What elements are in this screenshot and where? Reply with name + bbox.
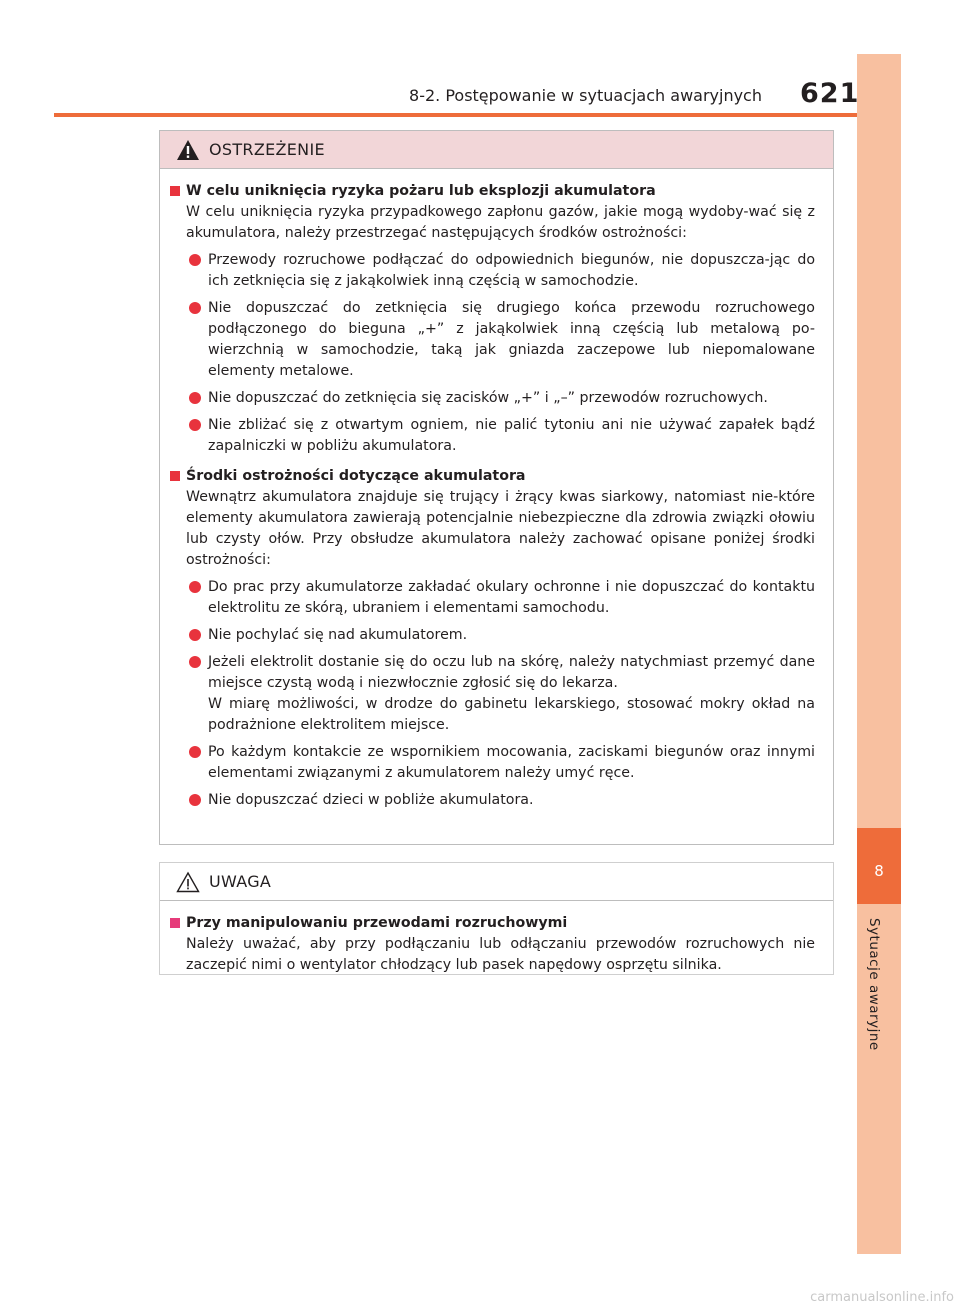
warning-label: OSTRZEŻENIE xyxy=(209,140,325,159)
section-title: 8-2. Postępowanie w sytuacjach awaryjnych xyxy=(409,86,762,105)
section-heading: Środki ostrożności dotyczące akumulatora xyxy=(168,466,815,487)
list-item: Jeżeli elektrolit dostanie się do oczu lub na skórę, należy natychmiast przemyć dane miejsce czystą wodą i niezwłocznie zgłosić się do lekarza. W miarę możliwości, w drodze do gabinetu lekarskiego, stosować mokry okład na podrażnione elektrolitem miejsce. xyxy=(168,652,815,736)
bullet-dot-icon xyxy=(189,629,201,641)
chapter-title: Sytuacje awaryjne xyxy=(866,918,882,1051)
watermark: carmanualsonline.info xyxy=(810,1290,954,1305)
bullet-dot-icon xyxy=(189,419,201,431)
bullet-list xyxy=(168,577,815,811)
bullet-dot-icon xyxy=(189,656,201,668)
section-square-icon xyxy=(170,471,180,481)
page-number: 621 xyxy=(800,78,860,109)
list-item: Do prac przy akumulatorze zakładać okulary ochronne i nie dopuszczać do kontaktu elektrolitu ze skórą, ubraniem i elementami samochodu. xyxy=(168,577,815,619)
bullet-dot-icon xyxy=(189,746,201,758)
section-heading: Przy manipulowaniu przewodami rozruchowymi xyxy=(168,913,815,934)
caution-triangle-icon xyxy=(176,871,200,893)
header-rule xyxy=(54,113,857,117)
warning-box xyxy=(159,130,834,845)
list-item: Nie dopuszczać dzieci w pobliże akumulatora. xyxy=(168,790,815,811)
notice-box xyxy=(159,862,834,975)
chapter-number: 8 xyxy=(874,862,884,880)
bullet-dot-icon xyxy=(189,392,201,404)
section-paragraph: W celu uniknięcia ryzyka przypadkowego zapłonu gazów, jakie mogą wydoby-wać się z akumulatora, należy przestrzegać następujących środków ostrożności: xyxy=(186,204,815,241)
section-square-icon xyxy=(170,186,180,196)
notice-label: UWAGA xyxy=(209,872,272,891)
list-item: Po każdym kontakcie ze wspornikiem mocowania, zaciskami biegunów oraz innymi elementami związanymi z akumulatorem należy umyć ręce. xyxy=(168,742,815,784)
notice-header xyxy=(160,863,833,901)
list-item: Nie dopuszczać do zetknięcia się zacisków „+” i „–” przewodów rozruchowych. xyxy=(168,388,815,409)
list-item: Przewody rozruchowe podłączać do odpowiednich biegunów, nie dopuszcza-jąc do ich zetknięcia się z jakąkolwiek inną częścią w samochodzie. xyxy=(168,250,815,292)
warning-header xyxy=(160,131,833,169)
bullet-dot-icon xyxy=(189,581,201,593)
warning-triangle-icon xyxy=(176,139,200,161)
bullet-dot-icon xyxy=(189,794,201,806)
bullet-dot-icon xyxy=(189,254,201,266)
list-item: Nie zbliżać się z otwartym ogniem, nie palić tytoniu ani nie używać zapałek bądź zapalniczki w pobliżu akumulatora. xyxy=(168,415,815,457)
section-heading: W celu uniknięcia ryzyka pożaru lub eksplozji akumulatora xyxy=(168,181,815,202)
bullet-dot-icon xyxy=(189,302,201,314)
list-item: Nie dopuszczać do zetknięcia się drugiego końca przewodu rozruchowego podłączonego do bieguna „+” z jakąkolwiek inną częścią lub metalową po-wierzchnią w samochodzie, taką jak gniazda zaczepowe lub niepomalowane elementy metalowe. xyxy=(168,298,815,382)
bullet-list xyxy=(168,250,815,457)
list-item: Nie pochylać się nad akumulatorem. xyxy=(168,625,815,646)
section-square-icon xyxy=(170,918,180,928)
notice-content xyxy=(160,901,833,976)
section-paragraph: Wewnątrz akumulatora znajduje się trujący i żrący kwas siarkowy, natomiast nie-które elementy akumulatora zawierają potencjalnie niebezpieczne dla zdrowia związki ołowiu lub czysty ołów. Przy obsłudze akumulatora należy zachować opisane poniżej środki ostrożności: xyxy=(186,489,815,568)
section-paragraph: Należy uważać, aby przy podłączaniu lub odłączaniu przewodów rozruchowych nie zaczepić nimi o wentylator chłodzący lub pasek napędowy osprzętu silnika. xyxy=(186,936,815,973)
chapter-side-tab xyxy=(857,54,901,1254)
warning-content xyxy=(160,169,833,811)
